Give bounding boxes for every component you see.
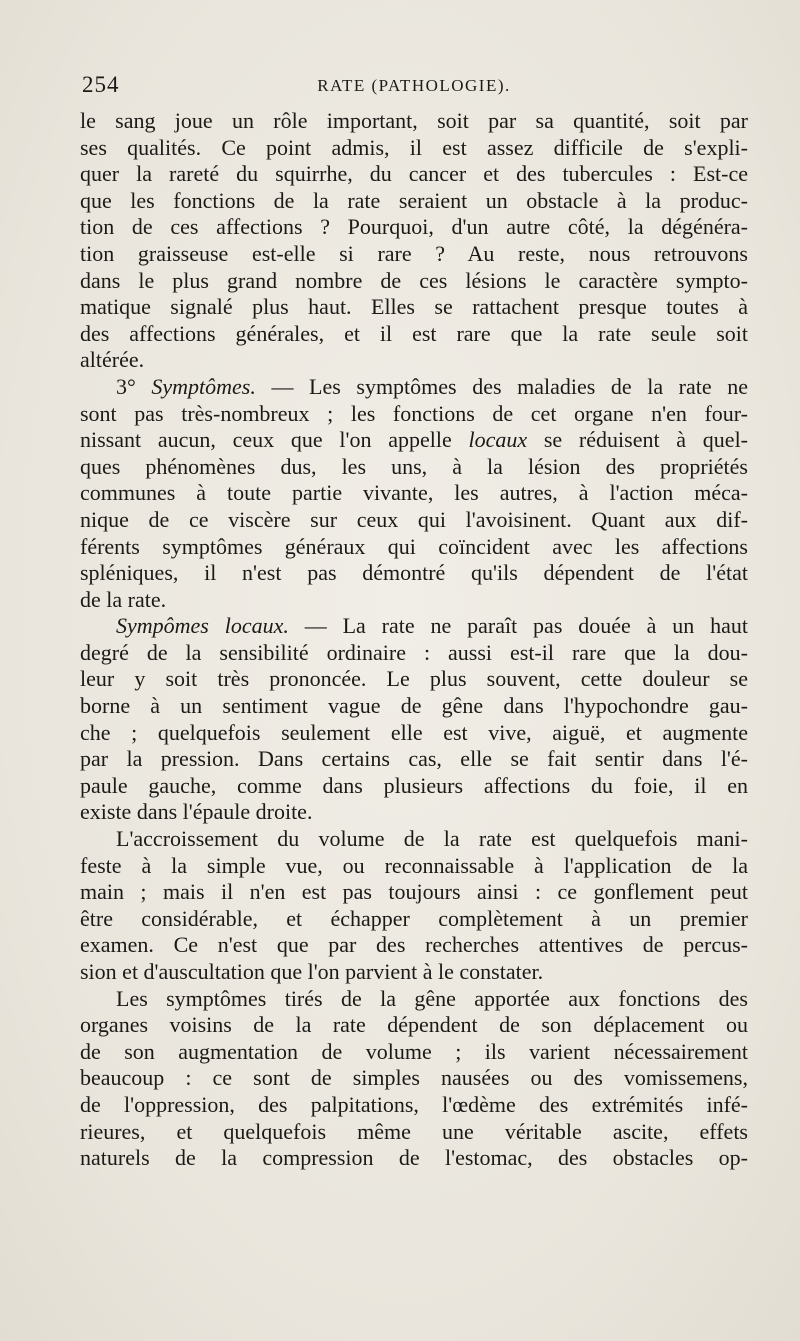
text-line — [80, 906, 748, 933]
page-number: 254 — [82, 72, 120, 97]
text-segment: — La rate ne paraît pas douée à un haut — [288, 613, 748, 639]
text-line — [80, 507, 748, 534]
text-line — [80, 640, 748, 667]
text-line — [80, 188, 748, 215]
text-line — [80, 454, 748, 481]
text-segment: férents symptômes généraux qui coïncident avec les affections — [80, 533, 748, 559]
text-segment: communes à toute partie vivante, les autres, à l'action méca- — [80, 480, 748, 506]
text-segment: paule gauche, comme dans plusieurs affections du foie, il en — [80, 772, 748, 798]
text-line — [80, 108, 748, 135]
text-line — [80, 268, 748, 295]
text-segment: nique de ce viscère sur ceux qui l'avoisinent. Quant aux dif- — [80, 506, 748, 532]
text-segment: beaucoup : ce sont de simples nausées ou des vomissemens, — [80, 1065, 748, 1091]
text-segment: par la pression. Dans certains cas, elle se fait sentir dans l'é- — [80, 746, 748, 772]
text-segment: spléniques, il n'est pas démontré qu'ils dépendent de l'état — [80, 560, 748, 586]
text-line — [80, 321, 748, 348]
text-line — [80, 693, 748, 720]
text-line — [80, 534, 748, 561]
text-segment: degré de la sensibilité ordinaire : aussi est-il rare que la dou- — [80, 639, 748, 665]
text-line — [80, 480, 748, 507]
text-line — [80, 1065, 748, 1092]
text-line — [80, 986, 748, 1013]
text-segment: de son augmentation de volume ; ils varient nécessairement — [80, 1038, 748, 1064]
text-segment: quer la rareté du squirrhe, du cancer et des tubercules : Est-ce — [80, 161, 748, 187]
text-segment: être considérable, et échapper complètement à un premier — [80, 905, 748, 931]
text-segment: ses qualités. Ce point admis, il est assez difficile de s'expli- — [80, 134, 748, 160]
text-segment: che ; quelquefois seulement elle est vive, aiguë, et augmente — [80, 719, 748, 745]
text-segment: sont pas très-nombreux ; les fonctions de cet organe n'en four- — [80, 400, 748, 426]
text-segment: feste à la simple vue, ou reconnaissable à l'application de la — [80, 852, 748, 878]
text-segment: leur y soit très prononcée. Le plus souvent, cette douleur se — [80, 666, 748, 692]
text-segment: — Les symptômes des maladies de la rate ne — [255, 373, 748, 399]
text-line — [80, 161, 748, 188]
text-line — [80, 720, 748, 747]
text-segment: de la rate. — [80, 586, 167, 612]
text-segment: ques phénomènes dus, les uns, à la lésion des propriétés — [80, 453, 748, 479]
text-segment: de l'oppression, des palpitations, l'œdème des extrémités infé- — [80, 1091, 748, 1117]
text-line — [80, 1039, 748, 1066]
text-segment: le sang joue un rôle important, soit par sa quantité, soit par — [80, 108, 748, 133]
text-segment: tion graisseuse est-elle si rare ? Au reste, nous retrouvons — [80, 240, 748, 266]
text-segment: des affections générales, et il est rare que la rate seule soit — [80, 320, 748, 346]
text-segment: examen. Ce n'est que par des recherches attentives de percus- — [80, 932, 748, 958]
text-line — [80, 241, 748, 268]
text-segment: Les symptômes tirés de la gêne apportée aux fonctions des — [116, 985, 748, 1011]
running-head: RATE (PATHOLOGIE). — [317, 76, 511, 95]
text-segment: existe dans l'épaule droite. — [80, 799, 313, 825]
text-segment: sion et d'auscultation que l'on parvient à le constater. — [80, 959, 544, 984]
italic-text: locaux — [468, 427, 528, 453]
text-segment: que les fonctions de la rate seraient un obstacle à la produc- — [80, 187, 748, 213]
text-line — [80, 932, 748, 959]
text-line — [80, 1145, 748, 1172]
text-line — [80, 374, 748, 401]
text-line — [80, 1012, 748, 1039]
text-segment: naturels de la compression de l'estomac, des obstacles op- — [80, 1145, 748, 1171]
text-line — [80, 613, 748, 640]
text-line — [80, 959, 748, 986]
text-line — [80, 853, 748, 880]
text-segment: tion de ces affections ? Pourquoi, d'un autre côté, la dégénéra- — [80, 214, 748, 240]
text-segment: dans le plus grand nombre de ces lésions le caractère sympto- — [80, 267, 748, 293]
text-line — [80, 1119, 748, 1146]
italic-text: Sympômes locaux. — [116, 613, 289, 639]
text-segment: se réduisent à quel- — [527, 427, 749, 453]
text-segment: L'accroissement du volume de la rate est quelquefois mani- — [116, 826, 748, 852]
text-segment: organes voisins de la rate dépendent de son déplacement ou — [80, 1012, 748, 1038]
text-line — [80, 347, 748, 374]
text-segment: matique signalé plus haut. Elles se rattachent presque toutes à — [80, 294, 748, 320]
text-line — [80, 826, 748, 853]
text-line — [80, 879, 748, 906]
text-line — [80, 427, 748, 454]
text-line — [80, 294, 748, 321]
text-line — [80, 401, 748, 428]
text-segment: main ; mais il n'en est pas toujours ainsi : ce gonflement peut — [80, 879, 748, 905]
text-line — [80, 799, 748, 826]
text-segment: rieures, et quelquefois même une véritable ascite, effets — [80, 1118, 748, 1144]
text-segment: 3° — [116, 373, 152, 399]
text-segment: altérée. — [80, 347, 145, 373]
text-line — [80, 214, 748, 241]
text-line — [80, 587, 748, 614]
text-line — [80, 666, 748, 693]
text-segment: borne à un sentiment vague de gêne dans l'hypochondre gau- — [80, 693, 748, 719]
text-line — [80, 560, 748, 587]
page-header — [80, 72, 748, 104]
text-line — [80, 746, 748, 773]
body-text — [80, 108, 748, 1172]
text-line — [80, 773, 748, 800]
italic-text: Symptômes. — [151, 373, 256, 399]
text-line — [80, 135, 748, 162]
text-line — [80, 1092, 748, 1119]
text-segment: nissant aucun, ceux que l'on appelle — [80, 427, 469, 453]
